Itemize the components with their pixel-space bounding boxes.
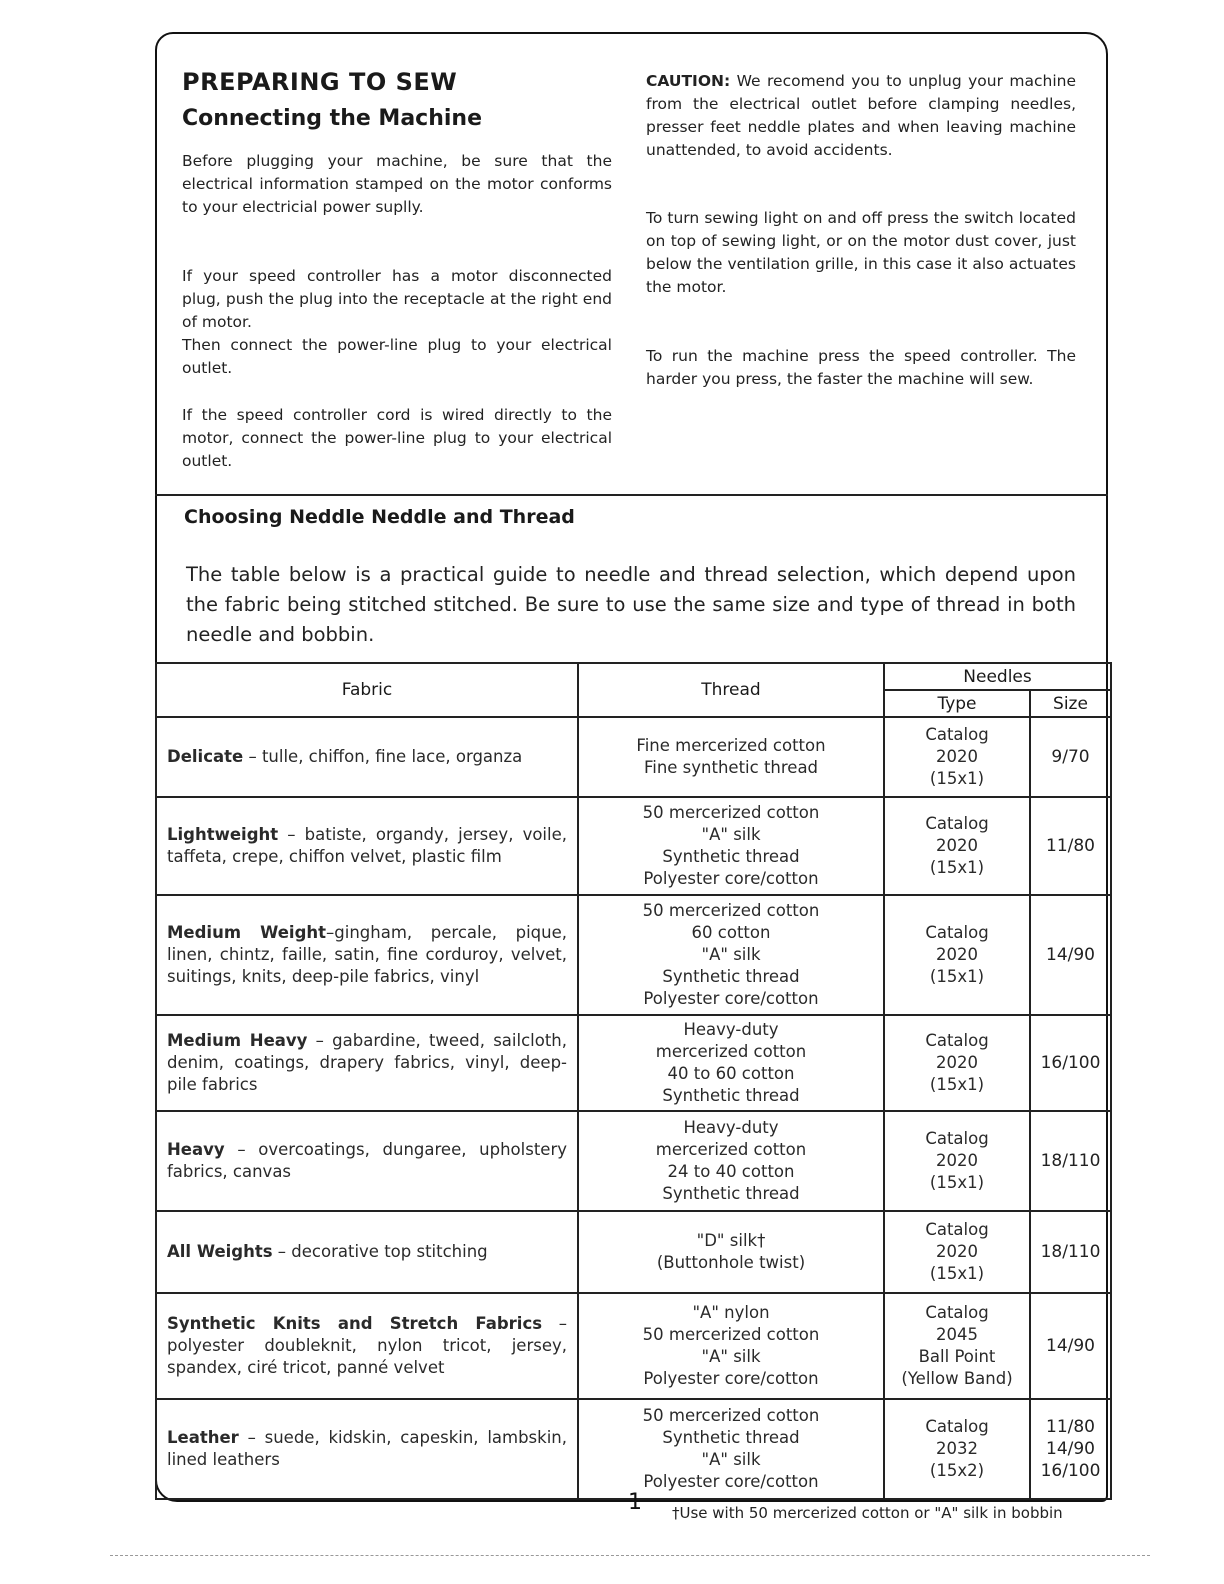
- caution-text: We recomend you to unplug your machine from the electrical outlet before clamping needles, presser feet neddle plates and when leaving machine unattended, to avoid accidents.: [646, 72, 1076, 159]
- thread-cell: [578, 1293, 884, 1399]
- thread-cell: [578, 895, 884, 1015]
- thread-cell-line: 50 mercerized cotton: [642, 803, 820, 822]
- needle-type-cell-line: Catalog: [925, 923, 989, 942]
- needle-type-cell-line: 2020: [936, 1053, 978, 1072]
- needle-size-cell-line: 18/110: [1040, 1242, 1101, 1262]
- needle-size-cell-line: 11/80: [1046, 1417, 1095, 1437]
- needle-size-cell: [1030, 1211, 1111, 1293]
- header-size: Size: [1030, 690, 1111, 717]
- thread-cell-line: 50 mercerized cotton: [642, 1325, 820, 1344]
- needle-type-cell: [884, 1015, 1030, 1111]
- needle-type-cell: [884, 1211, 1030, 1293]
- needle-type-cell-line: (Yellow Band): [901, 1369, 1013, 1388]
- thread-cell-line: "D" silk†: [696, 1231, 766, 1250]
- needle-type-cell-line: 2045: [936, 1325, 978, 1344]
- thread-cell-line: Fine mercerized cotton: [636, 736, 826, 755]
- thread-cell-line: "A" silk: [701, 825, 761, 844]
- needle-type-cell-line: (15x1): [929, 769, 985, 788]
- needle-size-cell: [1030, 717, 1111, 797]
- section-divider: [155, 494, 1108, 496]
- thread-cell-line: Synthetic thread: [662, 1428, 800, 1447]
- needle-size-cell: [1030, 797, 1111, 895]
- paragraph-speed-controller: [182, 265, 612, 380]
- needle-type-cell-line: Catalog: [925, 1417, 989, 1436]
- needle-size-cell-line: 18/110: [1040, 1151, 1101, 1171]
- fabric-cell: [156, 797, 578, 895]
- paragraph-run-machine: To run the machine press the speed controller. The harder you press, the faster the machine will sew.: [646, 347, 1076, 388]
- fabric-description: – batiste, organdy, jersey, voile, taffeta, crepe, chiffon velvet, plastic film: [167, 825, 567, 866]
- fabric-description: – decorative top stitching: [272, 1242, 488, 1261]
- needle-size-cell: [1030, 1015, 1111, 1111]
- needle-type-cell-line: 2020: [936, 1151, 978, 1170]
- thread-cell-line: Polyester core/cotton: [643, 869, 819, 888]
- fabric-name: Delicate: [167, 747, 244, 766]
- needle-type-cell-line: Catalog: [925, 1303, 989, 1322]
- fabric-cell: [156, 1399, 578, 1499]
- fabric-description: –gingham, percale, pique, linen, chintz, faille, satin, fine corduroy, velvet, suitings, knits, deep-pile fabrics, vinyl: [167, 923, 567, 986]
- page-title: PREPARING TO SEW: [182, 68, 458, 96]
- thread-cell-line: Polyester core/cotton: [643, 1369, 819, 1388]
- caution-paragraph: [646, 70, 1076, 162]
- bottom-rule: [110, 1555, 1150, 1556]
- thread-cell-line: Heavy-duty: [683, 1118, 779, 1137]
- thread-cell-line: Polyester core/cotton: [643, 989, 819, 1008]
- thread-cell-line: mercerized cotton: [655, 1140, 807, 1159]
- section-intro: The table below is a practical guide to needle and thread selection, which depend upon the fabric being stitched stitched. Be sure to use the same size and type of thread in both needle and bobbin.: [186, 563, 1076, 646]
- needle-type-cell-line: 2032: [936, 1439, 978, 1458]
- header-thread: Thread: [578, 663, 884, 717]
- needle-size-cell: [1030, 1399, 1111, 1499]
- needle-thread-table: [155, 662, 1112, 1500]
- needle-type-cell-line: Ball Point: [918, 1347, 996, 1366]
- needle-type-cell-line: (15x1): [929, 967, 985, 986]
- table-body: [156, 717, 1111, 1499]
- needle-size-cell: [1030, 1293, 1111, 1399]
- needle-type-cell: [884, 895, 1030, 1015]
- thread-cell-line: 50 mercerized cotton: [642, 1406, 820, 1425]
- fabric-name: Heavy: [167, 1140, 225, 1159]
- fabric-name: Synthetic Knits and Stretch Fabrics: [167, 1314, 543, 1333]
- needle-type-cell-line: 2020: [936, 1242, 978, 1261]
- thread-cell-line: (Buttonhole twist): [656, 1253, 806, 1272]
- thread-cell-line: 40 to 60 cotton: [667, 1064, 795, 1083]
- needle-type-cell: [884, 717, 1030, 797]
- needle-type-cell-line: 2020: [936, 747, 978, 766]
- table-row: [156, 1293, 1111, 1399]
- thread-cell-line: "A" silk: [701, 1450, 761, 1469]
- footnote: †Use with 50 mercerized cotton or "A" silk in bobbin: [672, 1504, 1063, 1522]
- needle-type-cell: [884, 1399, 1030, 1499]
- fabric-name: Lightweight: [167, 825, 279, 844]
- fabric-cell: [156, 1293, 578, 1399]
- paragraph-plugging: Before plugging your machine, be sure that the electrical information stamped on the motor conforms to your electricial power suplly.: [182, 152, 612, 216]
- thread-cell-line: Polyester core/cotton: [643, 1472, 819, 1491]
- needle-size-cell-line: 14/90: [1046, 1439, 1095, 1459]
- fabric-description: – overcoatings, dungaree, upholstery fabrics, canvas: [167, 1140, 567, 1181]
- thread-cell-line: 60 cotton: [691, 923, 771, 942]
- fabric-cell: [156, 1015, 578, 1111]
- paragraph-wired-directly: If the speed controller cord is wired directly to the motor, connect the power-line plug to your electrical outlet.: [182, 406, 612, 470]
- needle-size-cell-line: 9/70: [1051, 747, 1090, 767]
- fabric-cell: [156, 717, 578, 797]
- thread-cell: [578, 1399, 884, 1499]
- thread-cell: [578, 1211, 884, 1293]
- thread-cell-line: Fine synthetic thread: [643, 758, 819, 777]
- thread-cell-line: Heavy-duty: [683, 1020, 779, 1039]
- fabric-cell: [156, 1111, 578, 1211]
- fabric-description: – suede, kidskin, capeskin, lambskin, lined leathers: [167, 1428, 567, 1469]
- thread-cell-line: "A" silk: [701, 1347, 761, 1366]
- needle-type-cell-line: (15x2): [929, 1461, 985, 1480]
- table-row: [156, 1111, 1111, 1211]
- needle-type-cell-line: Catalog: [925, 814, 989, 833]
- needle-type-cell-line: Catalog: [925, 1220, 989, 1239]
- needle-type-cell-line: Catalog: [925, 1031, 989, 1050]
- thread-cell-line: Synthetic thread: [662, 1086, 800, 1105]
- needle-type-cell-line: Catalog: [925, 725, 989, 744]
- fabric-name: Medium Weight: [167, 923, 327, 942]
- thread-cell-line: Synthetic thread: [662, 847, 800, 866]
- thread-cell-line: 24 to 40 cotton: [667, 1162, 795, 1181]
- thread-cell-line: "A" nylon: [692, 1303, 770, 1322]
- fabric-name: Medium Heavy: [167, 1031, 308, 1050]
- fabric-cell: [156, 895, 578, 1015]
- table-row: [156, 1211, 1111, 1293]
- section-title-choosing: Choosing Neddle Neddle and Thread: [184, 506, 575, 528]
- needle-type-cell: [884, 1293, 1030, 1399]
- caution-label: CAUTION:: [646, 72, 731, 90]
- thread-cell: [578, 797, 884, 895]
- table-row: [156, 797, 1111, 895]
- needle-type-cell-line: (15x1): [929, 1075, 985, 1094]
- fabric-description: – tulle, chiffon, fine lace, organza: [243, 747, 523, 766]
- fabric-name: All Weights: [167, 1242, 273, 1261]
- thread-cell-line: Synthetic thread: [662, 1184, 800, 1203]
- table-row: [156, 1015, 1111, 1111]
- table-row: [156, 1399, 1111, 1499]
- fabric-cell: [156, 1211, 578, 1293]
- page-number: 1: [628, 1490, 642, 1515]
- needle-type-cell-line: (15x1): [929, 858, 985, 877]
- needle-size-cell-line: 11/80: [1046, 836, 1095, 856]
- fabric-description: – gabardine, tweed, sailcloth, denim, coatings, drapery fabrics, vinyl, deep-pile fabrics: [167, 1031, 567, 1094]
- needle-type-cell-line: Catalog: [925, 1129, 989, 1148]
- thread-cell-line: 50 mercerized cotton: [642, 901, 820, 920]
- fabric-name: Leather: [167, 1428, 239, 1447]
- header-fabric: Fabric: [156, 663, 578, 717]
- needle-size-cell-line: 16/100: [1040, 1053, 1101, 1073]
- fabric-description: – polyester doubleknit, nylon tricot, jersey, spandex, ciré tricot, panné velvet: [167, 1314, 567, 1377]
- needle-type-cell-line: 2020: [936, 836, 978, 855]
- thread-cell: [578, 1015, 884, 1111]
- thread-cell-line: Synthetic thread: [662, 967, 800, 986]
- needle-type-cell: [884, 797, 1030, 895]
- thread-cell: [578, 1111, 884, 1211]
- table-row: [156, 895, 1111, 1015]
- thread-cell-line: mercerized cotton: [655, 1042, 807, 1061]
- needle-size-cell-line: 14/90: [1046, 1336, 1095, 1356]
- needle-type-cell-line: 2020: [936, 945, 978, 964]
- paragraph-power-line: Then connect the power-line plug to your electrical outlet.: [182, 336, 612, 377]
- needle-size-cell-line: 14/90: [1046, 945, 1095, 965]
- header-type: Type: [884, 690, 1030, 717]
- table-row: [156, 717, 1111, 797]
- needle-size-cell: [1030, 1111, 1111, 1211]
- paragraph-speed-controller-text: If your speed controller has a motor disconnected plug, push the plug into the receptacle at the right end of motor.: [182, 267, 612, 331]
- section-title-connecting: Connecting the Machine: [182, 106, 482, 131]
- needle-type-cell: [884, 1111, 1030, 1211]
- thread-cell: [578, 717, 884, 797]
- thread-cell-line: "A" silk: [701, 945, 761, 964]
- needle-size-cell: [1030, 895, 1111, 1015]
- needle-type-cell-line: (15x1): [929, 1173, 985, 1192]
- needle-type-cell-line: (15x1): [929, 1264, 985, 1283]
- header-needles: Needles: [884, 663, 1111, 690]
- paragraph-sewing-light: To turn sewing light on and off press the switch located on top of sewing light, or on the motor dust cover, just below the ventilation grille, in this case it also actuates the motor.: [646, 209, 1076, 296]
- needle-size-cell-line: 16/100: [1040, 1461, 1101, 1481]
